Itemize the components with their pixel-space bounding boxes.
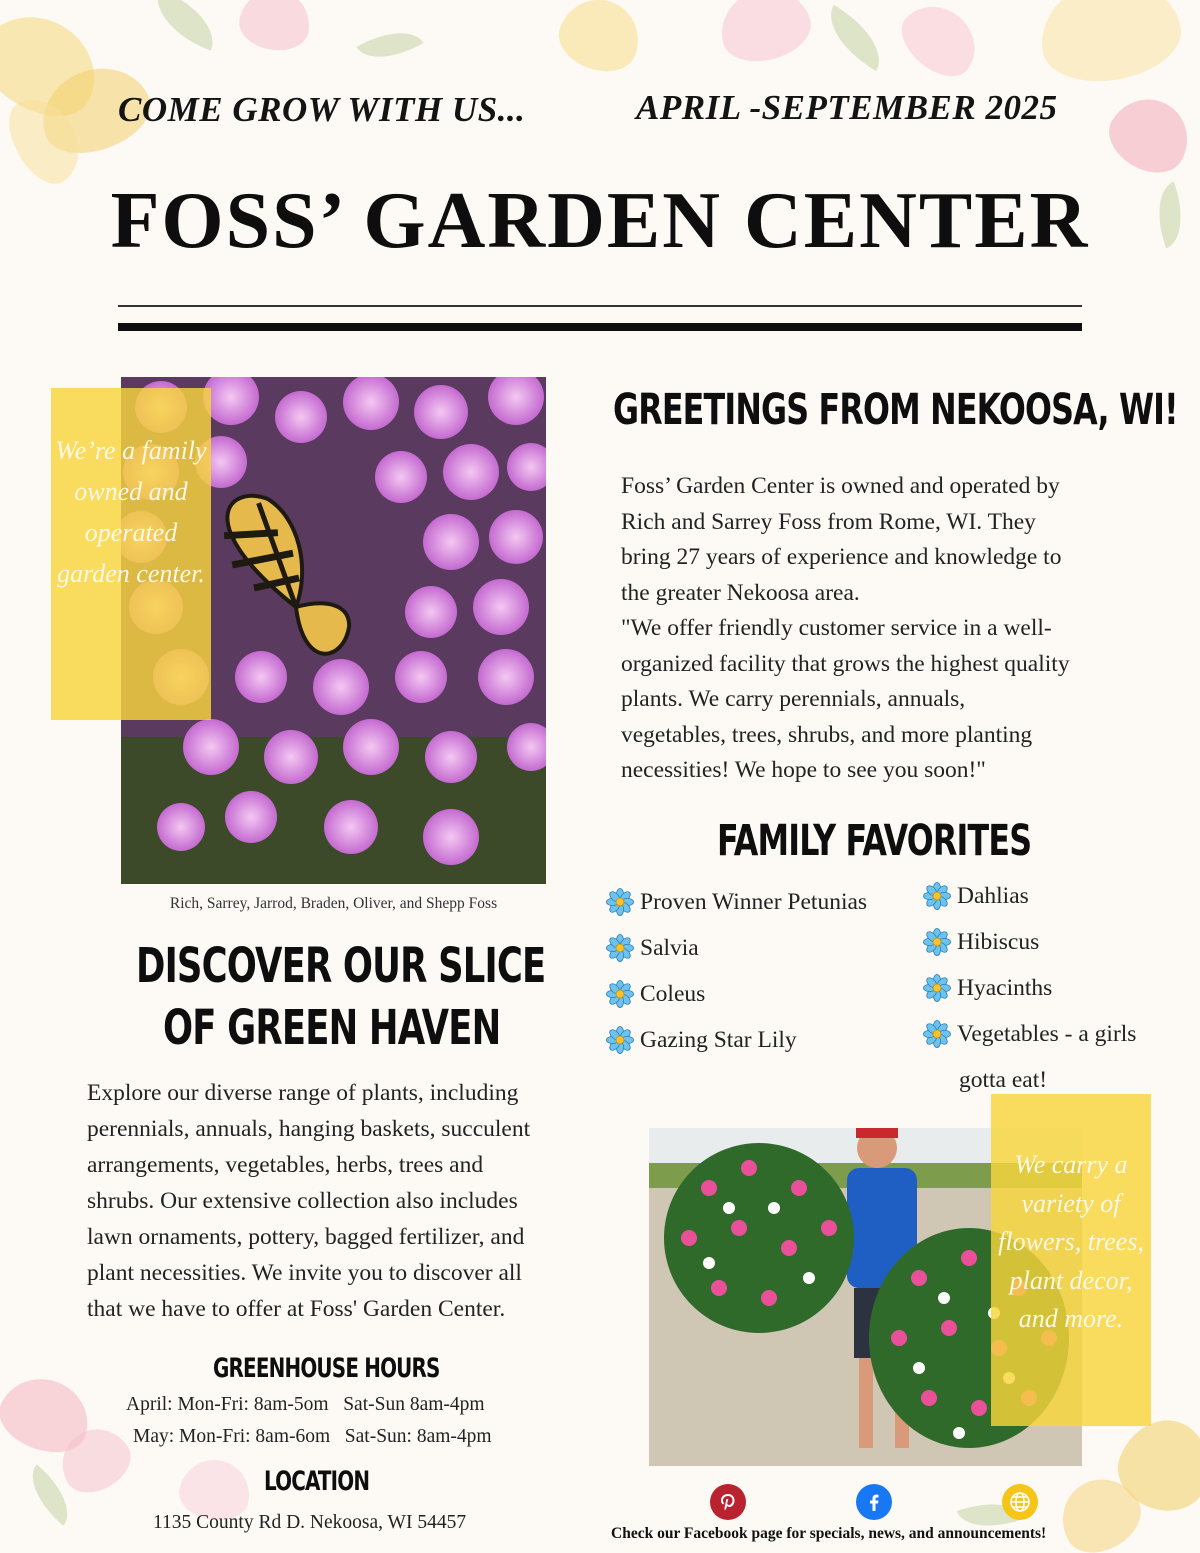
flower-icon bbox=[606, 980, 634, 1008]
discover-heading-line2: OF GREEN HAVEN bbox=[163, 1000, 501, 1056]
tagline-right: APRIL -SEPTEMBER 2025 bbox=[636, 88, 1058, 127]
location-heading: LOCATION bbox=[264, 1466, 370, 1497]
greetings-line: bring 27 years of experience and knowledge to bbox=[621, 544, 1062, 570]
discover-line: shrubs. Our extensive collection also includes bbox=[87, 1188, 518, 1214]
favorites-heading: FAMILY FAVORITES bbox=[717, 816, 1032, 866]
divider bbox=[118, 305, 1082, 307]
facebook-icon[interactable] bbox=[856, 1484, 892, 1520]
greetings-paragraph bbox=[621, 469, 1141, 789]
favorite-item bbox=[923, 928, 1039, 956]
favorite-item bbox=[606, 934, 699, 962]
address: 1135 County Rd D. Nekoosa, WI 54457 bbox=[153, 1512, 467, 1533]
discover-line: that we have to offer at Foss' Garden Center. bbox=[87, 1296, 506, 1322]
hours-may: May: Mon-Fri: 8am-6om Sat-Sun: 8am-4pm bbox=[133, 1426, 492, 1447]
discover-line: perennials, annuals, hanging baskets, succulent bbox=[87, 1116, 531, 1142]
favorite-label: Dahlias bbox=[957, 882, 1029, 909]
flower-icon bbox=[923, 928, 951, 956]
favorite-item bbox=[923, 974, 1052, 1002]
discover-paragraph bbox=[87, 1075, 587, 1327]
discover-line: arrangements, vegetables, herbs, trees and bbox=[87, 1152, 484, 1178]
favorite-item bbox=[606, 1026, 797, 1054]
favorite-label: Hibiscus bbox=[957, 928, 1040, 955]
discover-line: lawn ornaments, pottery, bagged fertilizer, and bbox=[87, 1224, 525, 1250]
facebook-note: Check our Facebook page for specials, news, and announcements! bbox=[611, 1525, 1047, 1542]
greetings-line: "We offer friendly customer service in a well- bbox=[621, 615, 1052, 641]
greetings-line: necessities! We hope to see you soon!" bbox=[621, 757, 986, 783]
photo-caption: Rich, Sarrey, Jarrod, Braden, Oliver, and Shepp Foss bbox=[169, 895, 498, 912]
favorite-item bbox=[923, 882, 1029, 910]
hours-april: April: Mon-Fri: 8am-5om Sat-Sun 8am-4pm bbox=[126, 1394, 485, 1415]
greetings-line: Rich and Sarrey Foss from Rome, WI. They bbox=[621, 508, 1036, 535]
favorite-label: Gazing Star Lily bbox=[640, 1026, 797, 1053]
flower-icon bbox=[606, 934, 634, 962]
flower-icon bbox=[606, 1026, 634, 1054]
hours-heading: GREENHOUSE HOURS bbox=[213, 1353, 440, 1384]
favorite-continuation: gotta eat! bbox=[959, 1067, 1048, 1093]
flower-icon bbox=[923, 882, 951, 910]
favorite-label: Hyacinths bbox=[957, 974, 1053, 1001]
greetings-heading: GREETINGS FROM NEKOOSA, WI! bbox=[613, 385, 1178, 435]
globe-icon[interactable] bbox=[1002, 1484, 1038, 1520]
favorite-item bbox=[606, 980, 705, 1008]
favorite-label: Proven Winner Petunias bbox=[640, 888, 868, 915]
divider bbox=[118, 323, 1082, 331]
favorite-item bbox=[606, 888, 867, 916]
tagline-left: COME GROW WITH US... bbox=[118, 90, 526, 129]
favorite-label: Salvia bbox=[640, 934, 699, 961]
favorite-item bbox=[923, 1020, 1136, 1048]
family-owned-note: We’re a family owned and operated garden center. bbox=[51, 388, 211, 720]
greetings-line: organized facility that grows the highest quality bbox=[621, 650, 1070, 677]
discover-heading-line1: DISCOVER OUR SLICE bbox=[136, 938, 546, 994]
discover-line: plant necessities. We invite you to discover all bbox=[87, 1260, 522, 1286]
greetings-line: Foss’ Garden Center is owned and operated by bbox=[621, 473, 1060, 499]
greetings-line: vegetables, trees, shrubs, and more planting bbox=[621, 721, 1033, 748]
page-title: FOSS’ GARDEN CENTER bbox=[110, 177, 1090, 265]
favorite-label: Vegetables - a girls bbox=[957, 1020, 1137, 1047]
greetings-line: the greater Nekoosa area. bbox=[621, 579, 860, 606]
pinterest-icon[interactable] bbox=[710, 1484, 746, 1520]
flower-icon bbox=[923, 974, 951, 1002]
discover-line: Explore our diverse range of plants, including bbox=[87, 1080, 519, 1106]
flower-icon bbox=[606, 888, 634, 916]
flower-icon bbox=[923, 1020, 951, 1048]
greetings-line: plants. We carry perennials, annuals, bbox=[621, 686, 966, 712]
variety-note: We carry a variety of flowers, trees, plant decor, and more. bbox=[991, 1094, 1151, 1426]
favorite-label: Coleus bbox=[640, 980, 706, 1007]
